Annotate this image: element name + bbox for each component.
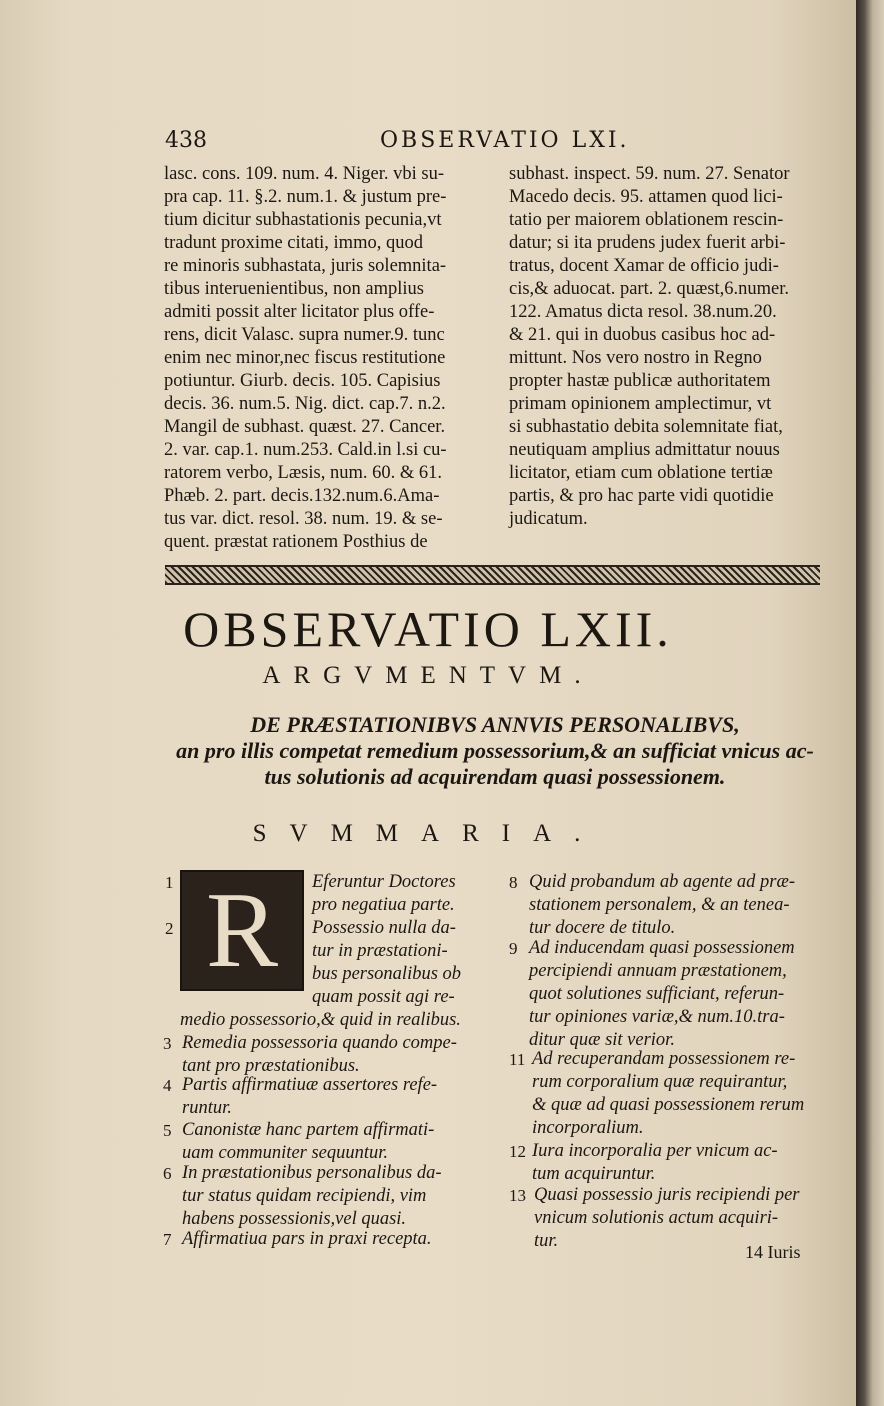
text-line: Macedo decis. 95. attamen quod lici- [509, 187, 783, 207]
text-line: tur docere de titulo. [529, 918, 676, 938]
argument-description [170, 712, 820, 790]
text-line: datur; si ita prudens judex fuerit arbi- [509, 233, 786, 253]
text-line: habens possessionis,vel quasi. [182, 1209, 407, 1229]
text-line: pro negatiua parte. [312, 895, 455, 915]
next-page-edge [856, 0, 884, 1406]
item-number: 1 [165, 873, 174, 892]
text-line: judicatum. [509, 509, 588, 529]
text-line: cis,& aduocat. part. 2. quæst,6.numer. [509, 279, 790, 299]
text-line: rens, dicit Valasc. supra numer.9. tunc [164, 325, 445, 345]
text-line: ditur quæ sit verior. [529, 1030, 675, 1050]
initial-letter: R [205, 870, 279, 990]
description-line: DE PRÆSTATIONIBVS ANNVIS PERSONALIBVS, [250, 712, 740, 737]
item-number: 13 [509, 1186, 526, 1205]
text-line: lasc. cons. 109. num. 4. Niger. vbi su- [164, 164, 445, 184]
text-line: vnicum solutionis actum acquiri- [534, 1208, 779, 1228]
argumentum-heading: ARGVMENTVM. [262, 662, 594, 689]
summary-item [532, 1048, 842, 1140]
text-line: Iura incorporalia per vnicum ac- [532, 1141, 778, 1161]
running-head: OBSERVATIO LXI. [380, 128, 630, 153]
text-line: tatio per maiorem oblationem rescin- [509, 210, 784, 230]
text-line: tant pro præstationibus. [182, 1056, 360, 1076]
text-line: tradunt proxime citati, immo, quod [164, 233, 423, 253]
text-line: runtur. [182, 1098, 232, 1118]
summary-item [312, 871, 502, 917]
text-line: uam communiter sequuntur. [182, 1143, 389, 1163]
text-line: propter hastæ publicæ authoritatem [509, 371, 771, 391]
text-line: tus var. dict. resol. 38. num. 19. & se- [164, 509, 443, 529]
summaria-heading: SVMMARIA. [252, 820, 604, 847]
item-number: 3 [163, 1034, 172, 1053]
summary-item [182, 1032, 502, 1078]
text-line: neutiquam amplius admittatur nouus [509, 440, 780, 460]
text-line: decis. 36. num.5. Nig. dict. cap.7. n.2. [164, 394, 446, 414]
summary-item-continuation [180, 1009, 500, 1032]
text-line: & 21. qui in duobus casibus hoc ad- [509, 325, 776, 345]
summary-item [182, 1074, 502, 1120]
item-number: 8 [509, 873, 518, 892]
text-line: 2. var. cap.1. num.253. Cald.in l.si cu- [164, 440, 447, 460]
text-line: admiti possit alter licitator plus offe- [164, 302, 435, 322]
text-line: bus personalibus ob [312, 964, 462, 984]
text-line: quent. præstat rationem Posthius de [164, 532, 428, 552]
right-column [509, 163, 839, 531]
summary-item [182, 1119, 502, 1165]
summary-item [182, 1162, 502, 1231]
summary-item [529, 871, 839, 940]
text-line: Mangil de subhast. quæst. 27. Cancer. [164, 417, 446, 437]
text-line: stationem personalem, & an tenea- [529, 895, 790, 915]
text-line: tibus interuenientibus, non amplius [164, 279, 425, 299]
text-line: quot solutiones sufficiant, referun- [529, 984, 785, 1004]
decorated-initial [180, 870, 304, 991]
text-line: ratorem verbo, Læsis, num. 60. & 61. [164, 463, 442, 483]
item-number: 12 [509, 1142, 526, 1161]
text-line: Quid probandum ab agente ad præ- [529, 872, 796, 892]
text-line: quam possit agi re- [312, 987, 455, 1007]
text-line: Possessio nulla da- [312, 918, 456, 938]
item-number: 2 [165, 919, 174, 938]
text-line: pra cap. 11. §.2. num.1. & justum pre- [164, 187, 447, 207]
text-line: Canonistæ hanc partem affirmati- [182, 1120, 435, 1140]
text-line: tium dicitur subhastationis pecunia,vt [164, 210, 442, 230]
text-line: primam opinionem amplectimur, vt [509, 394, 772, 414]
text-line: Remedia possessoria quando compe- [182, 1033, 457, 1053]
item-number: 11 [509, 1050, 526, 1069]
observatio-title: OBSERVATIO LXII. [183, 601, 673, 657]
text-line: Eferuntur Doctores [312, 872, 456, 892]
text-line: Ad recuperandam possessionem re- [532, 1049, 796, 1069]
text-line: medio possessorio,& quid in realibus. [180, 1010, 461, 1030]
text-line: Ad inducendam quasi possessionem [529, 938, 795, 958]
text-line: enim nec minor,nec fiscus restitutione [164, 348, 446, 368]
text-line: tum acquiruntur. [532, 1164, 656, 1184]
text-line: incorporalium. [532, 1118, 644, 1138]
text-line: In præstationibus personalibus da- [182, 1163, 442, 1183]
text-line: tur. [534, 1231, 559, 1251]
text-line: partis, & pro hac parte vidi quotidie [509, 486, 774, 506]
text-line: tratus, docent Xamar de officio judi- [509, 256, 779, 276]
ornamental-divider [165, 565, 820, 585]
page-number: 438 [165, 128, 207, 153]
description-line: tus solutionis ad acquirendam quasi possessionem. [264, 764, 726, 789]
text-line: si subhastatio debita solemnitate fiat, [509, 417, 783, 437]
item-number: 6 [163, 1164, 172, 1183]
text-line: licitator, etiam cum oblatione tertiæ [509, 463, 773, 483]
text-line: Quasi possessio juris recipiendi per [534, 1185, 800, 1205]
item-number: 5 [163, 1121, 172, 1140]
text-line: tur opiniones variæ,& num.10.tra- [529, 1007, 785, 1027]
catchword: 14 Iuris [745, 1242, 801, 1262]
text-line: tur in præstationi- [312, 941, 448, 961]
text-line: & quæ ad quasi possessionem rerum [532, 1095, 805, 1115]
left-column [164, 163, 494, 554]
text-line: mittunt. Nos vero nostro in Regno [509, 348, 762, 368]
summary-item [529, 937, 839, 1052]
summary-item [182, 1228, 502, 1251]
text-line: Partis affirmatiuæ assertores refe- [182, 1075, 438, 1095]
description-line: an pro illis competat remedium possessorium,& an sufficiat vnicus ac- [176, 738, 814, 763]
text-line: Phæb. 2. part. decis.132.num.6.Ama- [164, 486, 440, 506]
summary-item [532, 1140, 842, 1186]
text-line: subhast. inspect. 59. num. 27. Senator [509, 164, 790, 184]
text-line: tur status quidam recipiendi, vim [182, 1186, 427, 1206]
text-line: re minoris subhastata, juris solemnita- [164, 256, 447, 276]
text-line: potiuntur. Giurb. decis. 105. Capisius [164, 371, 441, 391]
text-line: 122. Amatus dicta resol. 38.num.20. [509, 302, 777, 322]
item-number: 4 [163, 1076, 172, 1095]
text-line: Affirmatiua pars in praxi recepta. [182, 1229, 432, 1249]
text-line: percipiendi annuam præstationem, [529, 961, 787, 981]
text-line: rum corporalium quæ requirantur, [532, 1072, 788, 1092]
summary-item [312, 917, 502, 1009]
item-number: 7 [163, 1230, 172, 1249]
item-number: 9 [509, 939, 518, 958]
